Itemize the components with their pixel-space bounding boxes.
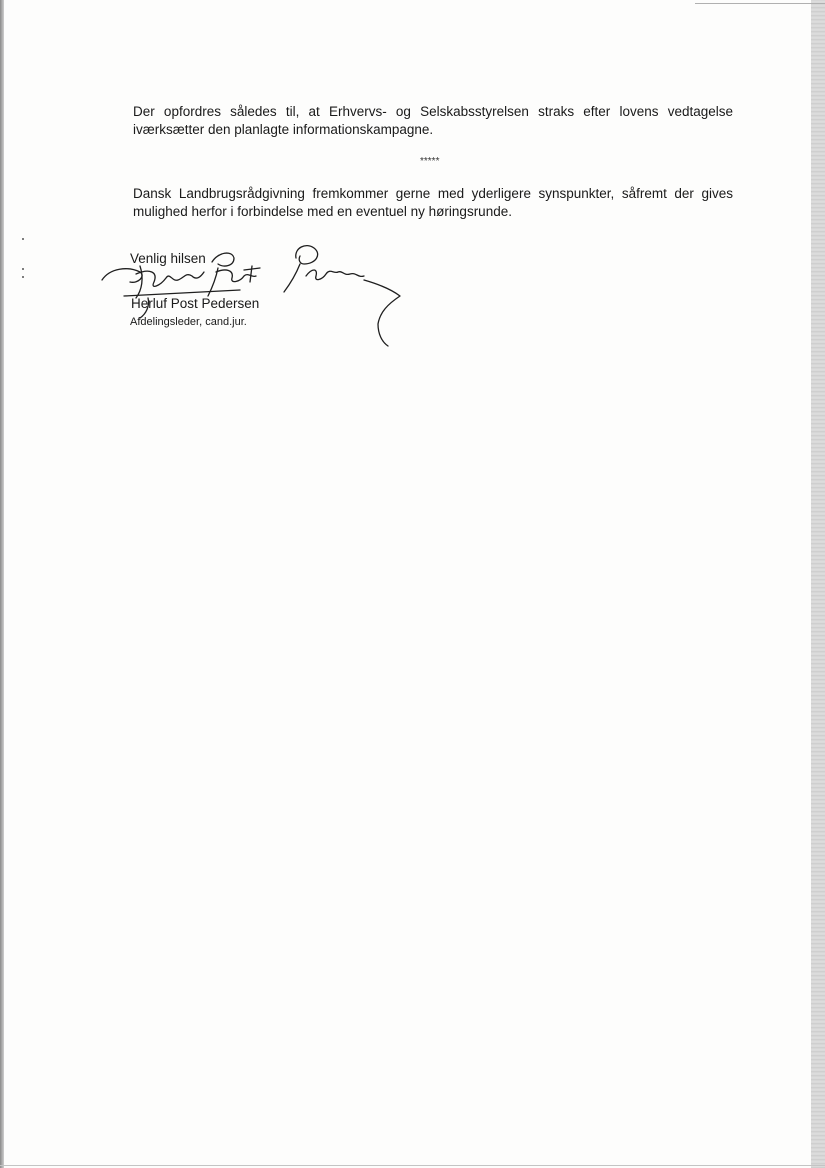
section-separator: *****	[420, 156, 440, 167]
scan-edge-top	[695, 3, 825, 4]
body-paragraph: Der opfordres således til, at Erhvervs- og Selskabsstyrelsen straks efter lovens vedtagelse iværksætter den planlagte informationskampagne.	[133, 104, 733, 137]
margin-speck	[22, 268, 24, 270]
signer-name: Herluf Post Pedersen	[131, 296, 260, 311]
scan-edge-bottom	[0, 1165, 825, 1166]
scan-edge-left	[0, 0, 4, 1168]
handwritten-signature-icon	[100, 238, 420, 348]
margin-speck	[22, 238, 24, 240]
body-paragraph: Dansk Landbrugsrådgivning fremkommer gerne med yderligere synspunkter, såfremt der gives mulighed herfor i forbindelse med en eventuel ny høringsrunde.	[133, 186, 733, 219]
margin-speck	[22, 276, 24, 278]
signer-title: Afdelingsleder, cand.jur.	[130, 316, 247, 328]
scan-edge-right	[811, 0, 825, 1168]
closing-salutation: Venlig hilsen	[130, 251, 206, 266]
